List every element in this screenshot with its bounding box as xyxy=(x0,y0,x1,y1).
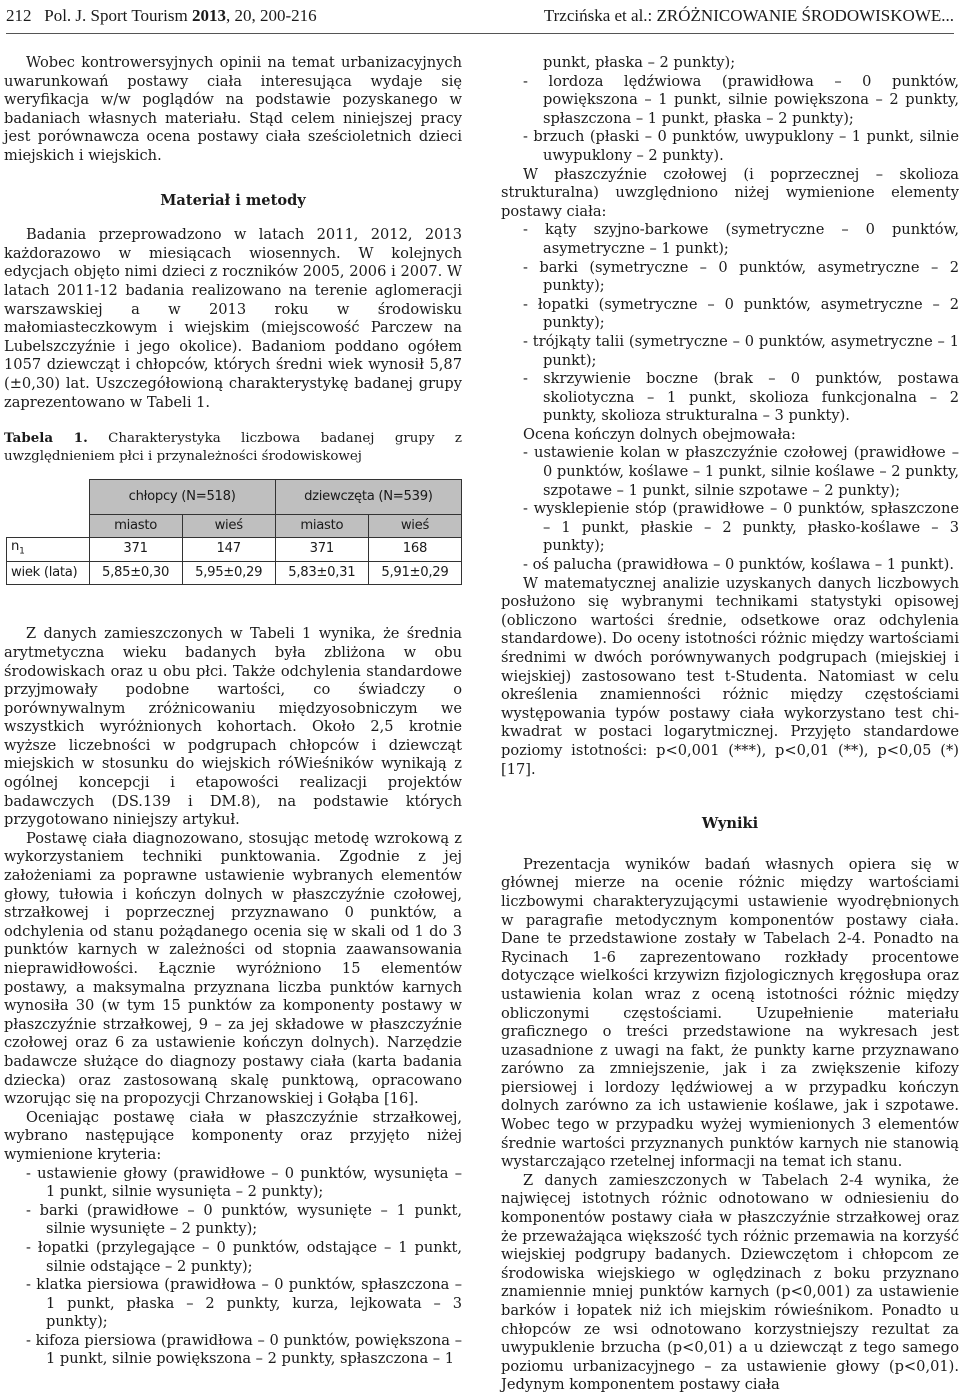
list-item: - oś palucha (prawidłowa – 0 punktów, koślawa – 1 punkt). xyxy=(523,556,954,574)
header-journal-name: 212 Pol. J. Sport Tourism xyxy=(6,6,192,25)
list-item: - trójkąty talii (symetryczne – 0 punktów, asymetryczne – 1 punkt); xyxy=(523,332,959,369)
table-caption xyxy=(4,430,462,465)
table-corner xyxy=(7,480,90,515)
list-item: - wysklepienie stóp (prawidłowe – 0 punktów, spłaszczone – 1 punkt, płaskie – 2 punkty, płasko-koślawe – 3 punkty); xyxy=(523,500,959,555)
statistics-paragraph: W matematycznej analizie uzyskanych danych liczbowych posłużono się wybranymi technikami statystyki opisowej (obliczono wartości średnie, odsetkowe oraz odchylenia standardowe). Do oceny istotności różnic między wartościami średnimi w dwóch porównywanych podgrupach (miejskiej i wiejskiej) zastosowano test t-Studenta. Natomiast w celu określenia znamienności różnic między częstościami występowania typów postawy ciała wykorzystano test chi-kwadrat w postaci logarytmicznej. Przyjęto standardowe poziomy istotności: p<0,001 (***), p<0,01 (**), p<0,05 (*) [17]. xyxy=(501,574,959,778)
methods-paragraph: Badania przeprowadzono w latach 2011, 2012, 2013 każdorazowo w miesiącach wiosennych. W kolejnych edycjach objęto nimi dzieci z roczników 2005, 2006 i 2007. W latach 2011-12 badania realizowano na terenie aglomeracji warszawskiej a w 2013 roku w środowisku małomiasteczkowym i wiejskim (miejscowość Parczew na Lubelszczyźnie i jego okolice). Badaniom poddano ogółem 1057 dziewcząt i chłopców, których średni wiek wynosił 5,87 (±0,30) lat. Uszczegółowioną charakterystykę badanej grupy zaprezentowano w Tabeli 1. xyxy=(4,226,462,411)
frontal-intro-paragraph: W płaszczyźnie czołowej (i poprzecznej – skolioza strukturalna) uwzględniono niżej wymienione elementy postawy ciała: xyxy=(501,165,959,220)
sagittal-intro-paragraph: Oceniając postawę ciała w płaszczyźnie strzałkowej, wybrano następujące komponenty oraz przyjęto niżej wymienione kryteria: xyxy=(4,1108,462,1163)
table-cell: 5,95±0,29 xyxy=(182,562,275,585)
table-header-boys: chłopcy (N=518) xyxy=(89,480,275,515)
table-subheader-cell: wieś xyxy=(182,515,275,538)
intro-paragraph: Wobec kontrowersyjnych opinii na temat urbanizacyjnych uwarunkowań postawy ciała interesująca wydaje się weryfikacja w/w poglądów na podstawie pozyskanego w badaniach własnych materiału. Stąd celem niniejszej pracy jest porównawcza ocena postawy ciała sześcioletnich dzieci miejskich i wiejskich. xyxy=(4,54,462,164)
table-cell: 5,85±0,30 xyxy=(89,562,182,585)
table-caption-label: Tabela 1. xyxy=(4,430,88,447)
table-cell: 168 xyxy=(368,538,461,562)
lower-limbs-paragraph: Ocena kończyn dolnych obejmowała: xyxy=(523,425,796,443)
table-caption-text: Charakterystyka liczbowa badanej grupy z uwzględnieniem płci i przynależności środowiskowej xyxy=(4,431,462,464)
list-item: - skrzywienie boczne (brak – 0 punktów, postawa skoliotyczna – 1 punkt, skolioza funkcjonalna – 2 punkty, skolioza strukturalna – 3 punkty). xyxy=(523,370,959,425)
list-item: - łopatki (przylegające – 0 punktów, odstające – 1 punkt, silnie odstające – 2 punkty); xyxy=(26,1238,462,1275)
list-item: - łopatki (symetryczne – 0 punktów, asymetryczne – 2 punkty); xyxy=(523,295,959,332)
table-cell: 147 xyxy=(182,538,275,562)
section-heading-methods: Materiał i metody xyxy=(160,191,306,209)
list-item: - ustawienie głowy (prawidłowe – 0 punktów, wysunięta – 1 punkt, silnie wysunięta – 2 punkty); xyxy=(26,1164,462,1201)
list-item: - kifoza piersiowa (prawidłowa – 0 punktów, powiększona – 1 punkt, silnie powiększona – 2 punkty, spłaszczona – 1 xyxy=(26,1331,462,1368)
results-paragraph-1: Prezentacja wyników badań własnych opiera się w głównej mierze na ocenie różnic między wartościami liczbowymi charakteryzującymi ustawienie wyodrębnionych w paragrafie metodycznym komponentów postawy ciała. Dane te przedstawione zostały w Tabelach 2-4. Ponadto na Rycinach 1-6 zaprezentowano rozkłady procentowe dotyczące wielkości krzywizn fizjologicznych kręgosłupa oraz ustawienia kolan wraz z oceną istotności różnic między obliczonymi częstościami. Uzupełnienie materiału graficznego o treści przedstawione na wykresach jest uzasadnione z uwagi na fakt, że punkty karne przyznawano zarówno za zmniejszenie, jak i za zwiększenie kifozy piersiowej i lordozy lędźwiowej a w przypadku kończyn dolnych zarówno za ich ustawienie koślawe, jak i szpotawe. Wobec tego w przypadku wyżej wymienionych 3 elementów średnie wartości przyznanych punktów karnych nie stanowią wystarczająco rzetelnej informacji na temat ich stanu. xyxy=(501,855,959,1171)
table-cell: 371 xyxy=(275,538,368,562)
left-column xyxy=(4,40,462,1369)
right-column xyxy=(501,40,959,1395)
table-header-girls: dziewczęta (N=539) xyxy=(275,480,461,515)
list-item: - lordoza lędźwiowa (prawidłowa – 0 punktów, powiększona – 1 punkt, silnie powiększona – 2 punkty, spłaszczona – 1 punkt, płaska – 2 punkty); xyxy=(523,72,959,127)
results-table-paragraph: Z danych zamieszczonych w Tabeli 1 wynika, że średnia arytmetyczna wieku badanych była zbliżona w obu środowiskach oraz u obu płci. Także odchylenia standardowe przyjmowały podobne wartości, co świadczy o porównywalnym zróżnicowaniu międzyosobniczym we wszystkich wyróżnionych kohortach. Około 2,5 krotnie wyższe liczebności w podgrupach chłopców i dziewcząt miejskich w stosunku do wiejskich róWieśników wynikają z ogólnej koncepcji i etapowości realizacji projektów badawczych (DS.139 i DM.8), na podstawie których przygotowano niniejszy artykuł. xyxy=(4,625,462,829)
table-cell: 371 xyxy=(89,538,182,562)
section-heading-results: Wyniki xyxy=(701,815,759,833)
list-item: - barki (prawidłowe – 0 punktów, wysunięte – 1 punkt, silnie wysunięte – 2 punkty); xyxy=(26,1201,462,1238)
table-subheader-row xyxy=(7,515,462,538)
table-cell: 5,83±0,31 xyxy=(275,562,368,585)
running-header xyxy=(6,4,954,28)
table-cell: 5,91±0,29 xyxy=(368,562,461,585)
list-item: - barki (symetryczne – 0 punktów, asymetryczne – 2 punkty); xyxy=(523,258,959,295)
list-item: punkt, płaska – 2 punkty); xyxy=(543,54,736,71)
row-label-subscript: 1 xyxy=(19,546,25,557)
table-row-label xyxy=(7,538,90,562)
results-paragraph-2: Z danych zamieszczonych w Tabelach 2-4 wynika, że najwięcej istotnych różnic odnotowano w odniesieniu do komponentów postawy ciała w płaszczyźnie strzałkowej oraz że przeważająca większość tych różnic przemawia na korzyść wiejskiej podgrupy badanych. Dziewczętom i chłopcom ze środowiska wiejskiego w oględzinach z boku przyznano znamiennie mniej punktów karnych (p<0,001) za ustawienie barków i łopatek niż ich miejskim rówieśnikom. Ponadto u chłopców ze wsi odnotowano korzystniejszy rezultat za uwypuklenie brzucha (p<0,01) a u dziewcząt z tego samego poziomu urbanizacyjnego – za ustawienie głowy (p<0,01). Jedynym komponentem postawy ciała xyxy=(501,1171,959,1394)
table-1 xyxy=(6,479,462,585)
header-rule xyxy=(6,33,954,34)
table-subheader-cell: miasto xyxy=(275,515,368,538)
table-row-label: wiek (lata) xyxy=(7,562,90,585)
table-corner xyxy=(7,515,90,538)
list-item: - ustawienie kolan w płaszczyźnie czołowej (prawidłowe – 0 punktów, koślawe – 1 punkt, silnie koślawe – 2 punkty, szpotawe – 1 punkt, silnie szpotawe – 2 punkty); xyxy=(523,444,959,499)
method-scoring-paragraph: Postawę ciała diagnozowano, stosując metodę wzrokową z wykorzystaniem techniki punktowania. Zgodnie z jej założeniami za poprawne ustawienie wybranych elementów głowy, tułowia i kończyn dolnych w płaszczyźnie czołowej, strzałkowej i poprzecznej przyznawano 0 punktów, a odchylenia od stanu pożądanego ocenia się w skali od 1 do 3 punktów karnych w zależności od stopnia zaawansowania nieprawidłowości. Łącznie wyróżniono 15 elementów postawy, a maksymalna przyznana liczba punktów karnych wynosiła 30 (w tym 15 punktów za komponenty postawy w płaszczyźnie strzałkowej, 9 – za jej składowe w płaszczyźnie czołowej oraz 6 za ustawienie kończyn dolnych). Narzędzie badawcze służące do diagnozy postawy ciała (karta badania dziecka) oraz zastosowaną skalę punktową, opracowano wzorując się na propozycji Chrzanowskiej i Gołąba [16]. xyxy=(4,829,462,1108)
list-item: - brzuch (płaski – 0 punktów, uwypuklony – 1 punkt, silnie uwypuklony – 2 punkty). xyxy=(523,128,959,164)
table-row xyxy=(7,538,462,562)
header-authors: Trzcińska et al.: ZRÓŻNICOWANIE ŚRODOWISKOWE... xyxy=(543,6,954,25)
header-journal xyxy=(6,6,317,26)
list-item: - kąty szyjno-barkowe (symetryczne – 0 punktów, asymetryczne – 1 punkt); xyxy=(523,221,959,257)
header-volume: , 20, 200-216 xyxy=(226,6,317,25)
table-subheader-cell: miasto xyxy=(89,515,182,538)
table-row xyxy=(7,562,462,585)
row-label-text: n xyxy=(11,539,20,555)
list-item: - klatka piersiowa (prawidłowa – 0 punktów, spłaszczona – 1 punkt, płaska – 2 punkty, kurza, lejkowata – 3 punkty); xyxy=(26,1276,462,1331)
table-header-row xyxy=(7,480,462,515)
header-year: 2013 xyxy=(192,6,226,25)
table-subheader-cell: wieś xyxy=(368,515,461,538)
